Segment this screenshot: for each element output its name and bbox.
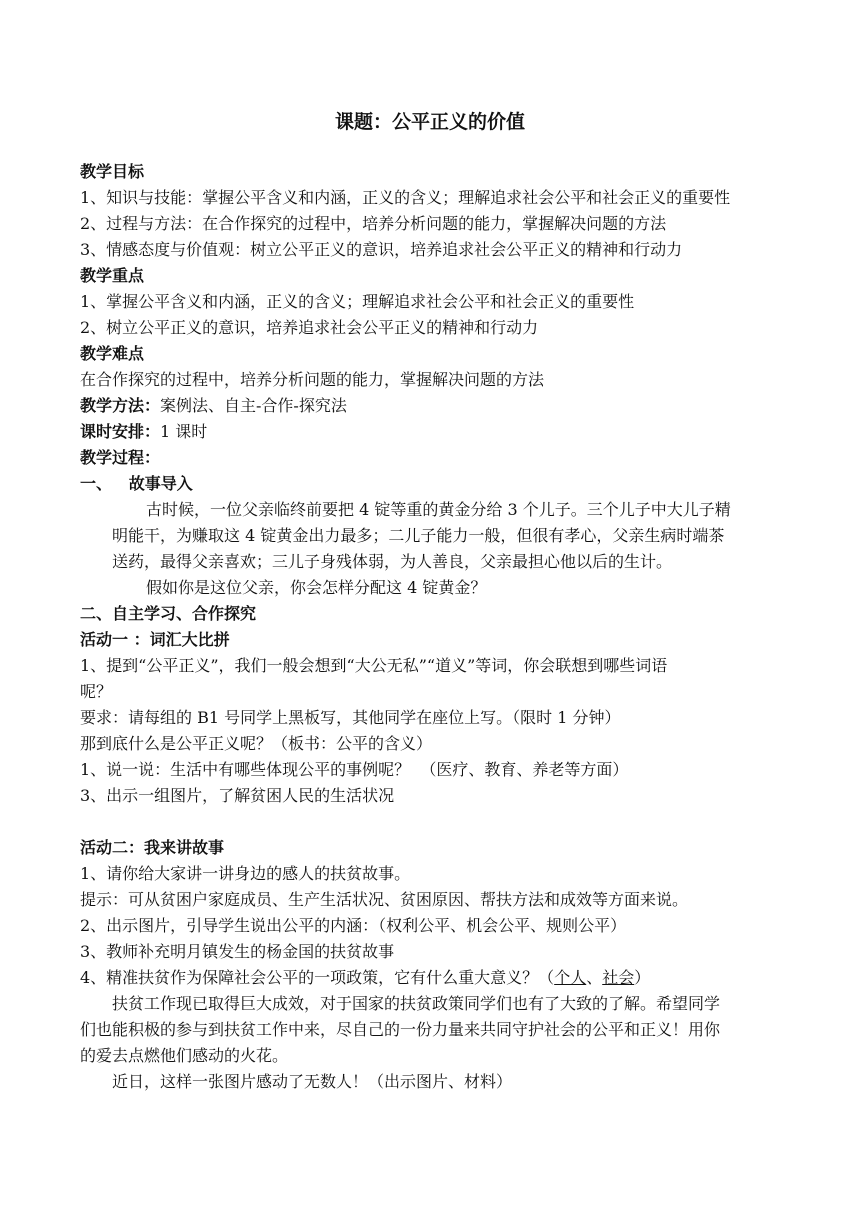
objectives-heading: 教学目标	[80, 162, 145, 181]
story-line: 古时候，一位父亲临终前要把 4 锭等重的黄金分给 3 个儿子。三个儿子中大儿子精	[146, 500, 731, 519]
significance-question: 4、精准扶贫作为保障社会公平的一项政策，它有什么重大意义？（	[80, 968, 555, 987]
paragraph-line: 们也能积极的参与到扶贫工作中来，尽自己的一份力量来共同守护社会的公平和正义！用你	[80, 1020, 721, 1039]
objective-item: 3、情感态度与价值观：树立公平正义的意识，培养追求社会公平正义的精神和行动力	[80, 240, 683, 259]
activity-1-line: 1、提到“公平正义”，我们一般会想到“大公无私”“道义”等词，你会联想到哪些词语	[80, 656, 668, 675]
activity-1-line: 1、说一说：生活中有哪些体现公平的事例呢？ （医疗、教育、养老等方面）	[80, 760, 629, 779]
method-label: 教学方法：	[80, 396, 161, 415]
difficulty-heading: 教学难点	[80, 344, 145, 363]
story-question: 假如你是这位父亲，你会怎样分配这 4 锭黄金？	[146, 578, 487, 597]
activity-2-line: 1、请你给大家讲一讲身边的感人的扶贫故事。	[80, 864, 411, 883]
activity-2-heading: 活动二：我来讲故事	[80, 838, 225, 857]
method-value: 案例法、自主-合作-探究法	[160, 396, 347, 415]
section-2-heading: 二、自主学习、合作探究	[80, 604, 257, 623]
activity-2-line: 3、教师补充明月镇发生的杨金国的扶贫故事	[80, 942, 395, 961]
answer-individual: 个人	[554, 968, 587, 987]
activity-1-line: 那到底什么是公平正义呢？（板书：公平的含义）	[80, 734, 433, 753]
activity-2-line: 2、出示图片，引导学生说出公平的内涵：（权利公平、机会公平、规则公平）	[80, 916, 627, 935]
paragraph-line: 近日，这样一张图片感动了无数人！（出示图片、材料）	[112, 1072, 513, 1091]
activity-1-line: 呢？	[80, 682, 113, 701]
key-point-item: 2、树立公平正义的意识，培养追求社会公平正义的精神和行动力	[80, 318, 539, 337]
activity-1-heading: 活动一 ：词汇大比拼	[80, 630, 230, 649]
paragraph-line: 的爱去点燃他们感动的火花。	[80, 1046, 289, 1065]
time-line	[80, 422, 207, 442]
answer-society: 社会	[602, 968, 635, 987]
activity-1-line: 要求：请每组的 B1 号同学上黑板写，其他同学在座位上写。（限时 1 分钟）	[80, 708, 621, 727]
objective-item: 2、过程与方法：在合作探究的过程中，培养分析问题的能力，掌握解决问题的方法	[80, 214, 667, 233]
answer-close: ）	[634, 968, 651, 987]
page-title: 课题：公平正义的价值	[334, 111, 525, 133]
activity-2-line: 提示：可从贫困户家庭成员、生产生活状况、贫困原因、帮扶方法和成效等方面来说。	[80, 890, 689, 909]
time-value: 1 课时	[160, 422, 208, 441]
story-line: 明能干，为赚取这 4 锭黄金出力最多；二儿子能力一般，但很有孝心，父亲生病时端茶	[112, 526, 725, 545]
method-line	[80, 396, 347, 416]
process-heading: 教学过程：	[80, 448, 161, 467]
key-point-item: 1、掌握公平含义和内涵，正义的含义；理解追求社会公平和社会正义的重要性	[80, 292, 635, 311]
answer-separator: 、	[586, 968, 603, 987]
section-1-heading: 一、 故事导入	[80, 474, 193, 493]
story-line: 送药，最得父亲喜欢；三儿子身残体弱，为人善良，父亲最担心他以后的生计。	[112, 552, 673, 571]
objective-item: 1、知识与技能：掌握公平含义和内涵，正义的含义；理解追求社会公平和社会正义的重要性	[80, 188, 731, 207]
key-points-heading: 教学重点	[80, 266, 145, 285]
time-label: 课时安排：	[80, 422, 161, 441]
difficulty-item: 在合作探究的过程中，培养分析问题的能力，掌握解决问题的方法	[80, 370, 545, 389]
paragraph-line: 扶贫工作现已取得巨大成效，对于国家的扶贫政策同学们也有了大致的了解。希望同学	[112, 994, 721, 1013]
activity-1-line: 3、出示一组图片，了解贫困人民的生活状况	[80, 786, 395, 805]
activity-2-line	[80, 968, 650, 988]
